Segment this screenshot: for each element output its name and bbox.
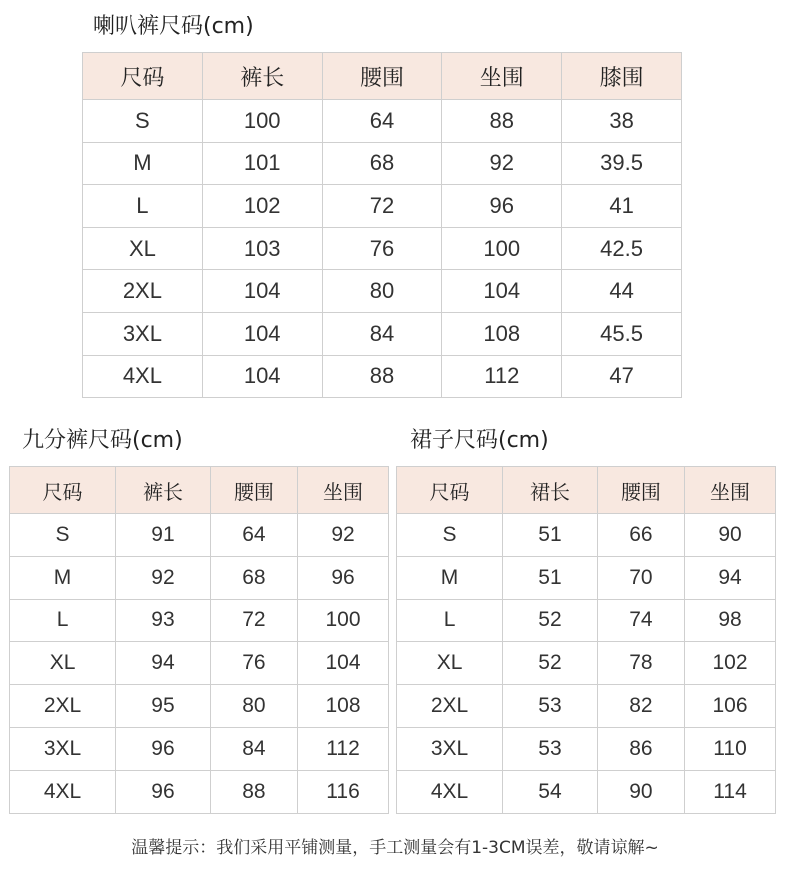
size-label-cell: S [397, 514, 503, 557]
measurement-cell: 82 [597, 685, 684, 728]
table-row [83, 270, 682, 313]
measurement-cell: 41 [562, 185, 682, 228]
measurement-cell: 114 [685, 770, 776, 813]
measurement-cell: 91 [116, 514, 211, 557]
measurement-cell: 47 [562, 355, 682, 398]
measurement-cell: 53 [503, 685, 598, 728]
measurement-cell: 54 [503, 770, 598, 813]
measurement-cell: 72 [322, 185, 442, 228]
size-label-cell: M [397, 556, 503, 599]
table-row [10, 599, 389, 642]
flare-pants-size-table [82, 52, 682, 398]
table-row [397, 727, 776, 770]
measurement-cell: 78 [597, 642, 684, 685]
measurement-cell: 86 [597, 727, 684, 770]
measurement-cell: 51 [503, 514, 598, 557]
measurement-cell: 108 [442, 312, 562, 355]
measurement-cell: 45.5 [562, 312, 682, 355]
size-label-cell: XL [10, 642, 116, 685]
table-row [10, 685, 389, 728]
skirt-title: 裙子尺码(cm) [410, 428, 549, 453]
measurement-cell: 44 [562, 270, 682, 313]
measurement-cell: 100 [442, 227, 562, 270]
size-label-cell: 2XL [83, 270, 203, 313]
measurement-cell: 94 [685, 556, 776, 599]
size-label-cell: 4XL [10, 770, 116, 813]
size-label-cell: M [10, 556, 116, 599]
measurement-cell: 101 [202, 142, 322, 185]
column-header: 裤长 [202, 53, 322, 100]
measurement-cell: 88 [322, 355, 442, 398]
measurement-cell: 53 [503, 727, 598, 770]
measurement-cell: 84 [210, 727, 297, 770]
measurement-cell: 96 [298, 556, 389, 599]
table-row [83, 100, 682, 143]
table-row [10, 642, 389, 685]
measurement-cell: 110 [685, 727, 776, 770]
measurement-cell: 112 [442, 355, 562, 398]
measurement-cell: 108 [298, 685, 389, 728]
measurement-cell: 66 [597, 514, 684, 557]
column-header: 坐围 [442, 53, 562, 100]
size-label-cell: 3XL [83, 312, 203, 355]
table-row [83, 355, 682, 398]
table-row [83, 185, 682, 228]
measurement-cell: 98 [685, 599, 776, 642]
measurement-cell: 96 [116, 770, 211, 813]
size-label-cell: 4XL [397, 770, 503, 813]
measurement-cell: 74 [597, 599, 684, 642]
measurement-cell: 38 [562, 100, 682, 143]
measurement-cell: 70 [597, 556, 684, 599]
size-label-cell: 3XL [10, 727, 116, 770]
column-header: 裤长 [116, 467, 211, 514]
table-row [397, 770, 776, 813]
table-row [83, 312, 682, 355]
measurement-cell: 92 [116, 556, 211, 599]
size-label-cell: S [83, 100, 203, 143]
measurement-cell: 104 [442, 270, 562, 313]
measurement-cell: 90 [685, 514, 776, 557]
measurement-note: 温馨提示：我们采用平铺测量，手工测量会有1-3CM误差，敬请谅解~ [131, 838, 659, 858]
measurement-cell: 104 [202, 355, 322, 398]
measurement-cell: 104 [298, 642, 389, 685]
flare-pants-title: 喇叭裤尺码(cm) [93, 14, 254, 39]
size-label-cell: M [83, 142, 203, 185]
measurement-cell: 100 [298, 599, 389, 642]
measurement-cell: 72 [210, 599, 297, 642]
column-header: 坐围 [685, 467, 776, 514]
measurement-cell: 102 [685, 642, 776, 685]
size-label-cell: 2XL [397, 685, 503, 728]
column-header: 尺码 [83, 53, 203, 100]
size-label-cell: 4XL [83, 355, 203, 398]
column-header: 尺码 [397, 467, 503, 514]
measurement-cell: 95 [116, 685, 211, 728]
table-header-row [83, 53, 682, 100]
measurement-cell: 90 [597, 770, 684, 813]
measurement-cell: 112 [298, 727, 389, 770]
cropped-pants-title: 九分裤尺码(cm) [22, 428, 183, 453]
measurement-cell: 88 [442, 100, 562, 143]
table-header-row [10, 467, 389, 514]
column-header: 坐围 [298, 467, 389, 514]
size-label-cell: L [83, 185, 203, 228]
table-row [10, 514, 389, 557]
column-header: 腰围 [322, 53, 442, 100]
table-row [10, 770, 389, 813]
measurement-cell: 96 [442, 185, 562, 228]
size-label-cell: 3XL [397, 727, 503, 770]
measurement-cell: 103 [202, 227, 322, 270]
measurement-cell: 52 [503, 599, 598, 642]
size-label-cell: L [10, 599, 116, 642]
measurement-cell: 51 [503, 556, 598, 599]
measurement-cell: 93 [116, 599, 211, 642]
measurement-cell: 76 [210, 642, 297, 685]
table-row [397, 599, 776, 642]
table-row [397, 514, 776, 557]
table-row [397, 556, 776, 599]
table-row [10, 727, 389, 770]
measurement-cell: 80 [210, 685, 297, 728]
measurement-cell: 64 [322, 100, 442, 143]
table-row [83, 227, 682, 270]
measurement-cell: 39.5 [562, 142, 682, 185]
size-label-cell: L [397, 599, 503, 642]
measurement-cell: 68 [210, 556, 297, 599]
size-label-cell: 2XL [10, 685, 116, 728]
column-header: 腰围 [210, 467, 297, 514]
measurement-cell: 102 [202, 185, 322, 228]
column-header: 腰围 [597, 467, 684, 514]
skirt-size-table [396, 466, 776, 814]
table-header-row [397, 467, 776, 514]
measurement-cell: 80 [322, 270, 442, 313]
measurement-cell: 84 [322, 312, 442, 355]
measurement-cell: 92 [298, 514, 389, 557]
table-row [83, 142, 682, 185]
measurement-cell: 100 [202, 100, 322, 143]
table-row [10, 556, 389, 599]
measurement-cell: 88 [210, 770, 297, 813]
size-label-cell: S [10, 514, 116, 557]
measurement-cell: 94 [116, 642, 211, 685]
column-header: 膝围 [562, 53, 682, 100]
measurement-cell: 116 [298, 770, 389, 813]
measurement-cell: 104 [202, 312, 322, 355]
measurement-cell: 42.5 [562, 227, 682, 270]
size-label-cell: XL [83, 227, 203, 270]
measurement-cell: 64 [210, 514, 297, 557]
cropped-pants-size-table [9, 466, 389, 814]
column-header: 尺码 [10, 467, 116, 514]
column-header: 裙长 [503, 467, 598, 514]
size-label-cell: XL [397, 642, 503, 685]
measurement-cell: 106 [685, 685, 776, 728]
measurement-cell: 92 [442, 142, 562, 185]
table-row [397, 642, 776, 685]
measurement-cell: 52 [503, 642, 598, 685]
measurement-cell: 104 [202, 270, 322, 313]
measurement-cell: 76 [322, 227, 442, 270]
measurement-cell: 68 [322, 142, 442, 185]
table-row [397, 685, 776, 728]
measurement-cell: 96 [116, 727, 211, 770]
